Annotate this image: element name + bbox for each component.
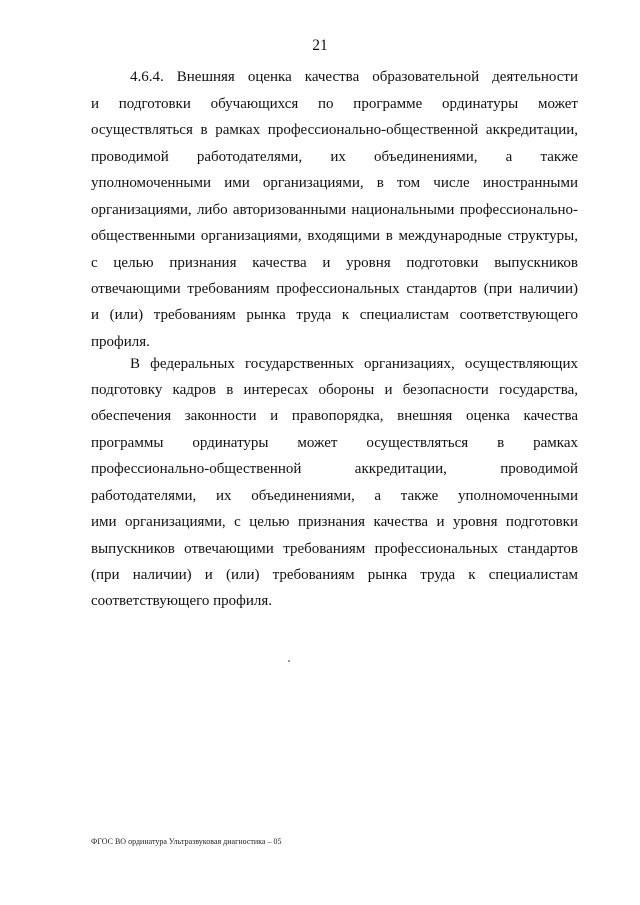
paragraph-line: работодателями, их объединениями, а также уполномоченными [91,488,578,504]
paragraph-line: обеспечения законности и правопорядка, внешняя оценка качества [91,408,578,424]
paragraph-line: (при наличии) и (или) требованиям рынка труда к специалистам [91,567,578,583]
paragraph-line: программы ординатуры может осуществляться в рамках [91,435,578,451]
paragraph-line: профессионально-общественной аккредитации, проводимой [91,461,578,477]
paragraph-line: уполномоченными ими организациями, в том числе иностранными [91,175,578,191]
document-footer: ФГОС ВО ординатура Ультразвуковая диагностика – 05 [91,837,282,846]
paragraph-line: организациями, либо авторизованными национальными профессионально- [91,202,578,218]
paragraph-line: осуществляться в рамках профессионально-общественной аккредитации, [91,122,578,138]
paragraph-line: с целью признания качества и уровня подготовки выпускников [91,255,578,271]
paragraph-line: ими организациями, с целью признания качества и уровня подготовки [91,514,578,530]
paragraph-line: подготовку кадров в интересах обороны и безопасности государства, [91,382,578,398]
paragraph-line: и (или) требованиям рынка труда к специалистам соответствующего [91,307,578,323]
paragraph-line: профиля. [91,334,150,350]
page-number: 21 [312,37,328,54]
scan-artifact-dot [288,660,290,662]
paragraph-line: проводимой работодателями, их объединениями, а также [91,149,578,165]
paragraph-line: В федеральных государственных организациях, осуществляющих [130,356,578,372]
paragraph-line: соответствующего профиля. [91,593,273,609]
paragraph-line: и подготовки обучающихся по программе ординатуры может [91,96,578,112]
paragraph-line: общественными организациями, входящими в международные структуры, [91,228,578,244]
paragraph-line: 4.6.4. Внешняя оценка качества образовательной деятельности [130,69,578,85]
paragraph-line: выпускников отвечающими требованиям профессиональных стандартов [91,541,578,557]
paragraph-line: отвечающими требованиям профессиональных стандартов (при наличии) [91,281,578,297]
